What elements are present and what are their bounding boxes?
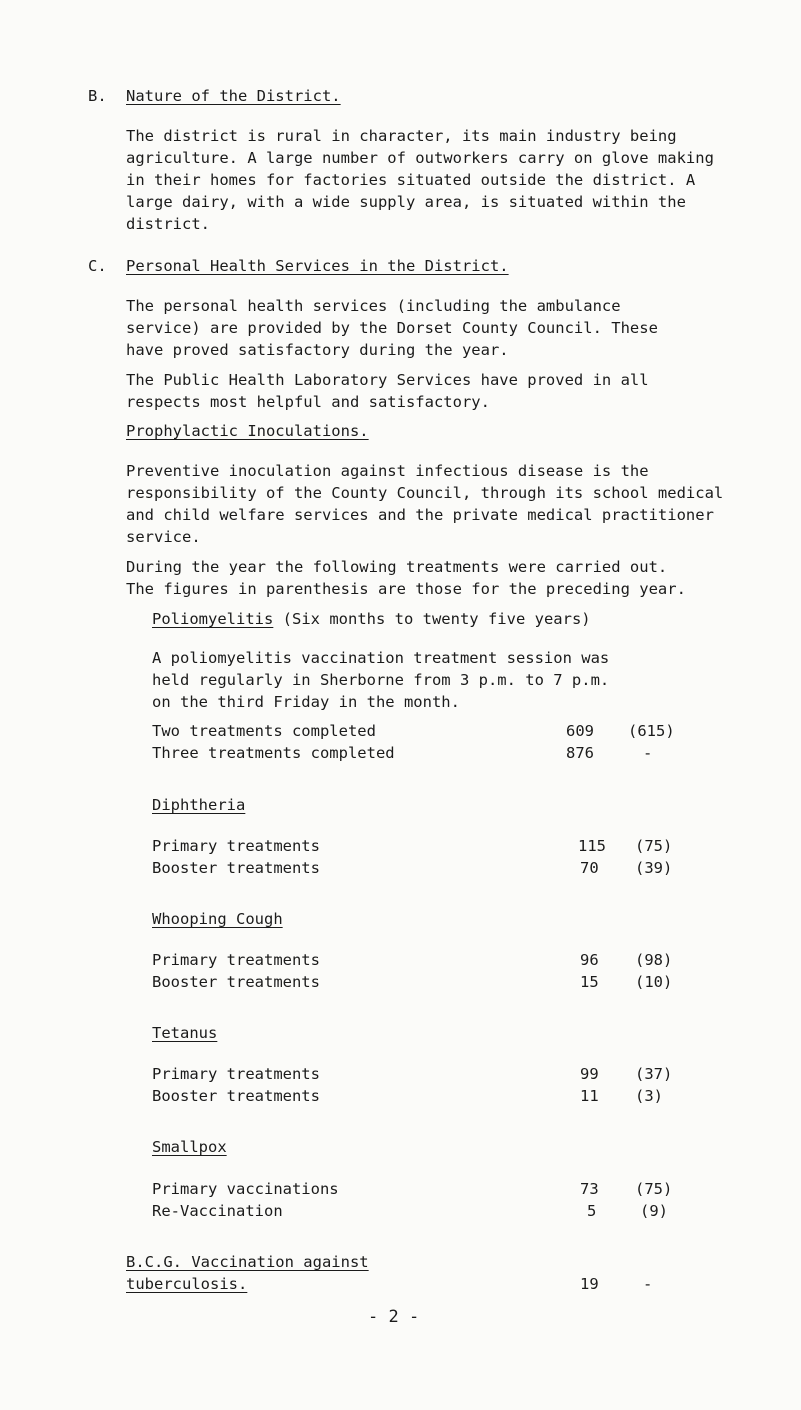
diphtheria-row-value: 70: [580, 859, 599, 877]
diphtheria-row-label: Primary treatments: [152, 837, 320, 855]
polio-heading-line: [152, 608, 591, 630]
diphtheria-row-prev: (75): [635, 837, 673, 855]
section-c-para2: The Public Health Laboratory Services have proved in all respects most helpful and satisfactory.: [126, 371, 649, 411]
tetanus-row-prev: (37): [635, 1065, 673, 1083]
polio-row-value: 609: [566, 722, 594, 740]
tetanus-row-label: Primary treatments: [152, 1065, 320, 1083]
tetanus-row-label: Booster treatments: [152, 1087, 320, 1105]
polio-heading-suffix: (Six months to twenty five years): [273, 610, 591, 628]
diphtheria-heading: Diphtheria: [152, 796, 246, 814]
prophylactic-para1: Preventive inoculation against infectious disease is the responsibility of the County Council, through its school medical and child welfare services and the private medical practitioner service.: [126, 462, 724, 546]
whooping-row-label: Booster treatments: [152, 973, 320, 991]
smallpox-row-label: Primary vaccinations: [152, 1180, 339, 1198]
polio-row-value: 876: [566, 744, 594, 762]
bcg-heading-line1: B.C.G. Vaccination against: [126, 1253, 369, 1271]
polio-row-prev: -: [643, 744, 653, 762]
polio-heading: Poliomyelitis: [152, 610, 274, 628]
section-c-letter: C.: [88, 257, 107, 275]
diphtheria-row-value: 115: [578, 837, 606, 855]
smallpox-row-label: Re-Vaccination: [152, 1202, 283, 1220]
whooping-row-value: 96: [580, 951, 599, 969]
tetanus-row-prev: (3): [635, 1087, 663, 1105]
bcg-prev: -: [643, 1275, 653, 1293]
whooping-row-label: Primary treatments: [152, 951, 320, 969]
section-c-para1: The personal health services (including the ambulance service) are provided by the Dorset County Council. These have proved satisfactory during the year.: [126, 297, 658, 359]
tetanus-row-value: 11: [580, 1087, 599, 1105]
section-c-heading: Personal Health Services in the District.: [126, 257, 509, 275]
prophylactic-heading: Prophylactic Inoculations.: [126, 422, 369, 440]
smallpox-row-value: 5: [587, 1202, 597, 1220]
whooping-row-value: 15: [580, 973, 599, 991]
whooping-row-prev: (98): [635, 951, 673, 969]
diphtheria-row-prev: (39): [635, 859, 673, 877]
bcg-value: 19: [580, 1275, 599, 1293]
diphtheria-row-label: Booster treatments: [152, 859, 320, 877]
smallpox-row-prev: (9): [640, 1202, 668, 1220]
tetanus-heading: Tetanus: [152, 1024, 218, 1042]
polio-para: A poliomyelitis vaccination treatment session was held regularly in Sherborne from 3 p.m. to 7 p.m. on the third Friday in the month.: [152, 649, 610, 711]
section-b-letter: B.: [88, 87, 107, 105]
whooping-row-prev: (10): [635, 973, 673, 991]
section-b-heading: Nature of the District.: [126, 87, 341, 105]
section-b-body: The district is rural in character, its main industry being agriculture. A large number of outworkers carry on glove making in their homes for factories situated outside the district. A large dairy, with a wide supply area, is situated within the district.: [126, 127, 714, 233]
page-number: - 2 -: [368, 1307, 420, 1327]
tetanus-row-value: 99: [580, 1065, 599, 1083]
polio-row-label: Three treatments completed: [152, 744, 395, 762]
smallpox-heading: Smallpox: [152, 1138, 227, 1156]
whooping-heading: Whooping Cough: [152, 910, 283, 928]
polio-row-prev: (615): [628, 722, 675, 740]
smallpox-row-prev: (75): [635, 1180, 673, 1198]
smallpox-row-value: 73: [580, 1180, 599, 1198]
bcg-heading-line2: tuberculosis.: [126, 1275, 248, 1293]
polio-row-label: Two treatments completed: [152, 722, 376, 740]
prophylactic-para2: During the year the following treatments were carried out. The figures in parenthesis are those for the preceding year.: [126, 558, 686, 598]
